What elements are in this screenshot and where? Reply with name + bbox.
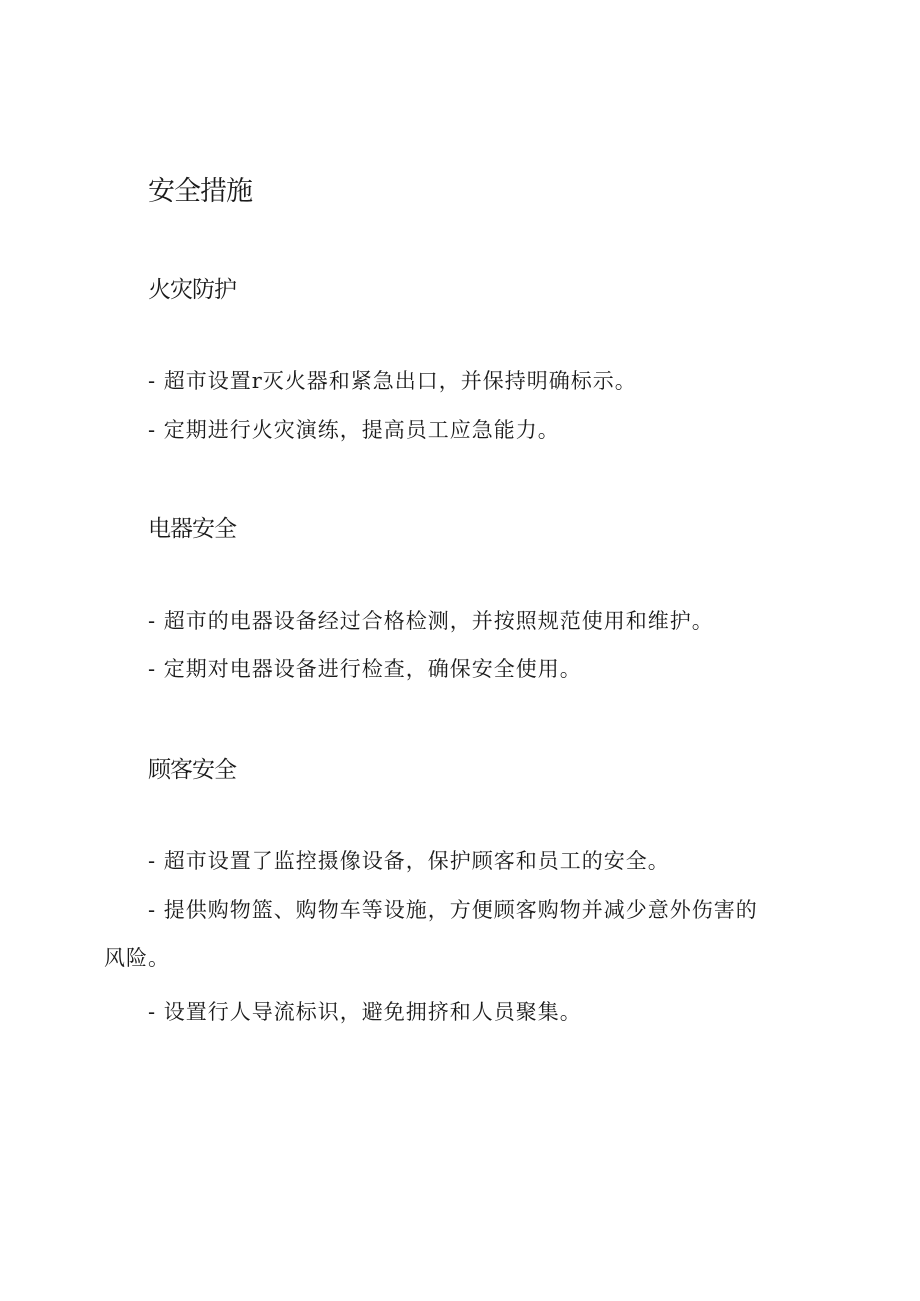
list-item: - 定期进行火灾演练，提高员工应急能力。 bbox=[148, 418, 560, 442]
list-item: - 超市设置了监控摄像设备，保护顾客和员工的安全。 bbox=[148, 849, 670, 873]
list-item: - 提供购物篮、购物车等设施，方便顾客购物并减少意外伤害的 bbox=[148, 898, 758, 922]
list-item: - 设置行人导流标识，避免拥挤和人员聚集。 bbox=[148, 1000, 582, 1024]
list-item: - 超市设置r灭火器和紧急出口，并保持明确标示。 bbox=[148, 369, 637, 393]
section-heading-electrical-safety: 电器安全 bbox=[148, 516, 236, 542]
list-item: - 定期对电器设备进行检查，确保安全使用。 bbox=[148, 657, 582, 681]
list-item-continuation: 风险。 bbox=[104, 946, 170, 970]
section-heading-fire-protection: 火灾防护 bbox=[148, 277, 236, 303]
page-title: 安全措施 bbox=[148, 176, 252, 207]
section-heading-customer-safety: 顾客安全 bbox=[148, 757, 236, 783]
list-item: - 超市的电器设备经过合格检测，并按照规范使用和维护。 bbox=[148, 609, 714, 633]
